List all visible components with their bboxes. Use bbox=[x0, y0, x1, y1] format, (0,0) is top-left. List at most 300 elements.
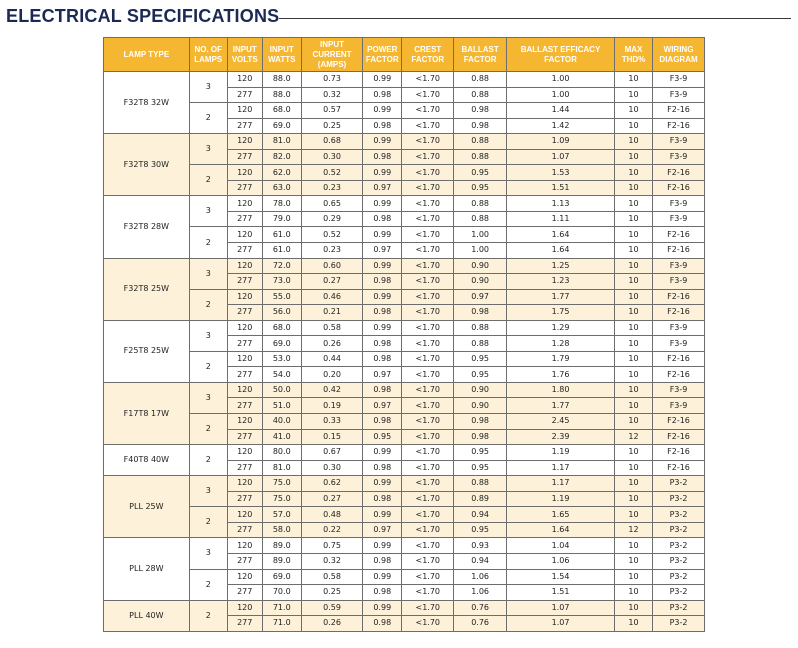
table-cell: 10 bbox=[614, 305, 652, 321]
lamp-count-cell: 2 bbox=[189, 351, 227, 382]
table-cell: 120 bbox=[227, 382, 262, 398]
table-cell: 277 bbox=[227, 367, 262, 383]
table-cell: P3-2 bbox=[653, 585, 705, 601]
table-cell: 0.15 bbox=[301, 429, 362, 445]
table-cell: 120 bbox=[227, 476, 262, 492]
table-cell: 0.68 bbox=[301, 134, 362, 150]
table-cell: 1.19 bbox=[507, 491, 615, 507]
table-cell: 10 bbox=[614, 476, 652, 492]
lamp-type-cell: PLL 25W bbox=[104, 476, 190, 538]
table-cell: 80.0 bbox=[262, 445, 301, 461]
column-header: BALLAST FACTOR bbox=[454, 38, 507, 72]
lamp-count-cell: 2 bbox=[189, 569, 227, 600]
table-cell: 1.07 bbox=[507, 149, 615, 165]
table-cell: <1.70 bbox=[402, 289, 454, 305]
table-cell: 10 bbox=[614, 553, 652, 569]
table-cell: 10 bbox=[614, 274, 652, 290]
table-cell: 61.0 bbox=[262, 227, 301, 243]
column-header: INPUT WATTS bbox=[262, 38, 301, 72]
table-cell: F3-9 bbox=[653, 149, 705, 165]
table-cell: 10 bbox=[614, 165, 652, 181]
table-cell: 0.90 bbox=[454, 258, 507, 274]
table-row bbox=[104, 196, 705, 212]
lamp-count-cell: 2 bbox=[189, 600, 227, 631]
table-cell: <1.70 bbox=[402, 180, 454, 196]
table-cell: 0.42 bbox=[301, 382, 362, 398]
table-cell: 0.27 bbox=[301, 274, 362, 290]
table-cell: F2-16 bbox=[653, 289, 705, 305]
table-cell: 0.75 bbox=[301, 538, 362, 554]
table-cell: 0.32 bbox=[301, 553, 362, 569]
table-cell: 0.26 bbox=[301, 336, 362, 352]
table-cell: 0.29 bbox=[301, 211, 362, 227]
table-cell: 1.00 bbox=[454, 243, 507, 259]
table-cell: 0.89 bbox=[454, 491, 507, 507]
table-cell: <1.70 bbox=[402, 491, 454, 507]
title-rule bbox=[279, 18, 791, 19]
table-cell: 0.33 bbox=[301, 414, 362, 430]
table-cell: 0.93 bbox=[454, 538, 507, 554]
table-cell: 10 bbox=[614, 600, 652, 616]
table-cell: F2-16 bbox=[653, 118, 705, 134]
table-cell: 120 bbox=[227, 72, 262, 88]
table-cell: 72.0 bbox=[262, 258, 301, 274]
table-cell: <1.70 bbox=[402, 243, 454, 259]
table-cell: 0.90 bbox=[454, 398, 507, 414]
lamp-type-cell: F32T8 30W bbox=[104, 134, 190, 196]
table-cell: 1.29 bbox=[507, 320, 615, 336]
table-cell: 0.99 bbox=[363, 72, 402, 88]
table-cell: P3-2 bbox=[653, 569, 705, 585]
table-cell: 0.25 bbox=[301, 585, 362, 601]
table-cell: 10 bbox=[614, 398, 652, 414]
column-header: MAX THD% bbox=[614, 38, 652, 72]
table-cell: 0.76 bbox=[454, 616, 507, 632]
table-cell: F3-9 bbox=[653, 320, 705, 336]
table-row bbox=[104, 569, 705, 585]
table-cell: 0.88 bbox=[454, 149, 507, 165]
electrical-specifications-table bbox=[103, 37, 705, 632]
table-cell: 10 bbox=[614, 134, 652, 150]
table-cell: 10 bbox=[614, 538, 652, 554]
table-cell: 0.97 bbox=[363, 398, 402, 414]
table-cell: 0.98 bbox=[454, 414, 507, 430]
table-cell: <1.70 bbox=[402, 414, 454, 430]
table-cell: 81.0 bbox=[262, 460, 301, 476]
table-cell: 0.99 bbox=[363, 476, 402, 492]
table-row bbox=[104, 445, 705, 461]
table-cell: F3-9 bbox=[653, 336, 705, 352]
table-cell: 10 bbox=[614, 72, 652, 88]
table-cell: 69.0 bbox=[262, 569, 301, 585]
table-cell: <1.70 bbox=[402, 569, 454, 585]
table-cell: 69.0 bbox=[262, 118, 301, 134]
table-cell: 1.25 bbox=[507, 258, 615, 274]
table-cell: 277 bbox=[227, 149, 262, 165]
table-cell: <1.70 bbox=[402, 336, 454, 352]
table-cell: 0.99 bbox=[363, 445, 402, 461]
table-cell: 0.98 bbox=[363, 351, 402, 367]
table-cell: 120 bbox=[227, 289, 262, 305]
table-cell: 10 bbox=[614, 180, 652, 196]
table-cell: 0.99 bbox=[363, 196, 402, 212]
table-cell: F2-16 bbox=[653, 367, 705, 383]
table-cell: 0.88 bbox=[454, 320, 507, 336]
table-cell: F2-16 bbox=[653, 103, 705, 119]
table-cell: 120 bbox=[227, 258, 262, 274]
table-cell: 1.53 bbox=[507, 165, 615, 181]
table-row bbox=[104, 72, 705, 88]
table-cell: 1.09 bbox=[507, 134, 615, 150]
lamp-type-cell: PLL 28W bbox=[104, 538, 190, 600]
table-cell: 0.88 bbox=[454, 134, 507, 150]
table-cell: 0.95 bbox=[454, 165, 507, 181]
table-cell: F2-16 bbox=[653, 460, 705, 476]
table-cell: 1.23 bbox=[507, 274, 615, 290]
table-cell: 12 bbox=[614, 429, 652, 445]
table-cell: 277 bbox=[227, 585, 262, 601]
table-cell: 71.0 bbox=[262, 616, 301, 632]
table-cell: 0.99 bbox=[363, 320, 402, 336]
table-cell: 10 bbox=[614, 414, 652, 430]
table-cell: 0.88 bbox=[454, 336, 507, 352]
table-cell: 0.95 bbox=[363, 429, 402, 445]
table-cell: 1.64 bbox=[507, 522, 615, 538]
table-cell: F2-16 bbox=[653, 351, 705, 367]
table-cell: 1.11 bbox=[507, 211, 615, 227]
lamp-count-cell: 3 bbox=[189, 72, 227, 103]
table-cell: 1.13 bbox=[507, 196, 615, 212]
table-cell: 0.98 bbox=[363, 585, 402, 601]
table-cell: 56.0 bbox=[262, 305, 301, 321]
table-cell: 0.98 bbox=[454, 305, 507, 321]
table-cell: 10 bbox=[614, 351, 652, 367]
table-cell: 277 bbox=[227, 180, 262, 196]
table-cell: F3-9 bbox=[653, 196, 705, 212]
table-cell: 0.20 bbox=[301, 367, 362, 383]
table-cell: 0.90 bbox=[454, 274, 507, 290]
table-cell: 1.75 bbox=[507, 305, 615, 321]
table-cell: 1.65 bbox=[507, 507, 615, 523]
table-cell: 277 bbox=[227, 211, 262, 227]
table-cell: 0.52 bbox=[301, 165, 362, 181]
table-cell: 0.98 bbox=[363, 336, 402, 352]
table-cell: 0.99 bbox=[363, 227, 402, 243]
table-cell: 0.25 bbox=[301, 118, 362, 134]
lamp-count-cell: 3 bbox=[189, 476, 227, 507]
table-cell: 0.30 bbox=[301, 460, 362, 476]
table-cell: 0.98 bbox=[363, 491, 402, 507]
table-cell: 1.80 bbox=[507, 382, 615, 398]
table-cell: 0.98 bbox=[454, 429, 507, 445]
table-cell: 55.0 bbox=[262, 289, 301, 305]
table-cell: 1.76 bbox=[507, 367, 615, 383]
table-cell: 2.39 bbox=[507, 429, 615, 445]
table-cell: 10 bbox=[614, 243, 652, 259]
table-cell: 0.97 bbox=[363, 243, 402, 259]
table-cell: 0.32 bbox=[301, 87, 362, 103]
table-cell: 0.98 bbox=[363, 118, 402, 134]
table-cell: 0.98 bbox=[363, 553, 402, 569]
table-cell: 0.90 bbox=[454, 382, 507, 398]
lamp-count-cell: 3 bbox=[189, 258, 227, 289]
table-cell: <1.70 bbox=[402, 616, 454, 632]
table-cell: 277 bbox=[227, 429, 262, 445]
table-cell: 277 bbox=[227, 336, 262, 352]
table-cell: 0.99 bbox=[363, 600, 402, 616]
table-row bbox=[104, 600, 705, 616]
table-cell: 58.0 bbox=[262, 522, 301, 538]
table-cell: 61.0 bbox=[262, 243, 301, 259]
table-cell: 277 bbox=[227, 274, 262, 290]
table-cell: 2.45 bbox=[507, 414, 615, 430]
table-cell: <1.70 bbox=[402, 165, 454, 181]
table-cell: 0.99 bbox=[363, 258, 402, 274]
table-cell: F3-9 bbox=[653, 87, 705, 103]
table-row bbox=[104, 538, 705, 554]
table-row bbox=[104, 351, 705, 367]
table-cell: 0.46 bbox=[301, 289, 362, 305]
table-cell: 1.06 bbox=[454, 569, 507, 585]
table-cell: 1.51 bbox=[507, 585, 615, 601]
table-cell: 120 bbox=[227, 165, 262, 181]
table-cell: 1.79 bbox=[507, 351, 615, 367]
table-cell: <1.70 bbox=[402, 305, 454, 321]
table-cell: 0.95 bbox=[454, 351, 507, 367]
table-cell: 50.0 bbox=[262, 382, 301, 398]
table-cell: 0.88 bbox=[454, 211, 507, 227]
table-cell: F3-9 bbox=[653, 134, 705, 150]
table-cell: 0.73 bbox=[301, 72, 362, 88]
lamp-count-cell: 2 bbox=[189, 507, 227, 538]
table-cell: 0.88 bbox=[454, 196, 507, 212]
table-cell: 120 bbox=[227, 134, 262, 150]
table-cell: 10 bbox=[614, 445, 652, 461]
table-body bbox=[104, 72, 705, 632]
table-cell: 10 bbox=[614, 196, 652, 212]
page-title: ELECTRICAL SPECIFICATIONS bbox=[6, 6, 280, 26]
table-cell: 0.88 bbox=[454, 476, 507, 492]
table-cell: 53.0 bbox=[262, 351, 301, 367]
table-cell: 1.00 bbox=[507, 87, 615, 103]
table-cell: 0.94 bbox=[454, 553, 507, 569]
table-cell: 0.30 bbox=[301, 149, 362, 165]
table-cell: P3-2 bbox=[653, 600, 705, 616]
lamp-count-cell: 2 bbox=[189, 103, 227, 134]
lamp-count-cell: 3 bbox=[189, 196, 227, 227]
column-header: WIRING DIAGRAM bbox=[653, 38, 705, 72]
table-cell: 0.60 bbox=[301, 258, 362, 274]
table-cell: 1.44 bbox=[507, 103, 615, 119]
table-cell: P3-2 bbox=[653, 538, 705, 554]
column-header: INPUT CURRENT (AMPS) bbox=[301, 38, 362, 72]
table-cell: 0.99 bbox=[363, 134, 402, 150]
table-cell: 10 bbox=[614, 320, 652, 336]
lamp-count-cell: 2 bbox=[189, 289, 227, 320]
table-cell: <1.70 bbox=[402, 258, 454, 274]
table-cell: 0.98 bbox=[363, 87, 402, 103]
table-cell: 10 bbox=[614, 367, 652, 383]
table-cell: 0.58 bbox=[301, 569, 362, 585]
table-cell: 0.59 bbox=[301, 600, 362, 616]
table-cell: 10 bbox=[614, 211, 652, 227]
lamp-count-cell: 2 bbox=[189, 414, 227, 445]
table-row bbox=[104, 414, 705, 430]
table-cell: 0.98 bbox=[363, 305, 402, 321]
table-cell: 120 bbox=[227, 600, 262, 616]
table-cell: 0.94 bbox=[454, 507, 507, 523]
table-cell: 277 bbox=[227, 305, 262, 321]
table-cell: 10 bbox=[614, 569, 652, 585]
table-cell: <1.70 bbox=[402, 227, 454, 243]
table-cell: 0.26 bbox=[301, 616, 362, 632]
table-cell: 0.58 bbox=[301, 320, 362, 336]
table-cell: 1.00 bbox=[507, 72, 615, 88]
table-cell: 0.95 bbox=[454, 522, 507, 538]
table-cell: <1.70 bbox=[402, 211, 454, 227]
table-cell: 54.0 bbox=[262, 367, 301, 383]
table-cell: 1.51 bbox=[507, 180, 615, 196]
table-cell: 0.52 bbox=[301, 227, 362, 243]
table-cell: <1.70 bbox=[402, 538, 454, 554]
table-cell: 277 bbox=[227, 522, 262, 538]
lamp-count-cell: 3 bbox=[189, 382, 227, 413]
table-cell: 10 bbox=[614, 507, 652, 523]
table-cell: 89.0 bbox=[262, 538, 301, 554]
table-cell: 0.99 bbox=[363, 569, 402, 585]
table-cell: <1.70 bbox=[402, 600, 454, 616]
table-cell: 73.0 bbox=[262, 274, 301, 290]
table-cell: 79.0 bbox=[262, 211, 301, 227]
table-cell: 10 bbox=[614, 103, 652, 119]
table-cell: 0.95 bbox=[454, 367, 507, 383]
table-cell: <1.70 bbox=[402, 103, 454, 119]
table-cell: F2-16 bbox=[653, 180, 705, 196]
table-row bbox=[104, 507, 705, 523]
table-cell: P3-2 bbox=[653, 616, 705, 632]
table-cell: 0.62 bbox=[301, 476, 362, 492]
table-row bbox=[104, 289, 705, 305]
table-cell: 0.76 bbox=[454, 600, 507, 616]
table-cell: 0.99 bbox=[363, 103, 402, 119]
table-cell: 12 bbox=[614, 522, 652, 538]
table-cell: 1.06 bbox=[454, 585, 507, 601]
table-cell: 0.95 bbox=[454, 445, 507, 461]
table-cell: <1.70 bbox=[402, 274, 454, 290]
table-cell: 10 bbox=[614, 460, 652, 476]
table-cell: 0.98 bbox=[363, 211, 402, 227]
table-cell: 88.0 bbox=[262, 87, 301, 103]
table-cell: P3-2 bbox=[653, 553, 705, 569]
table-cell: 10 bbox=[614, 258, 652, 274]
table-cell: 277 bbox=[227, 460, 262, 476]
table-cell: 277 bbox=[227, 398, 262, 414]
lamp-count-cell: 2 bbox=[189, 445, 227, 476]
table-cell: 0.97 bbox=[363, 367, 402, 383]
table-cell: 68.0 bbox=[262, 103, 301, 119]
table-cell: 1.28 bbox=[507, 336, 615, 352]
table-cell: F3-9 bbox=[653, 274, 705, 290]
table-cell: 277 bbox=[227, 616, 262, 632]
table-cell: P3-2 bbox=[653, 491, 705, 507]
table-cell: 1.04 bbox=[507, 538, 615, 554]
table-cell: 0.98 bbox=[454, 118, 507, 134]
table-cell: F2-16 bbox=[653, 305, 705, 321]
table-cell: 0.98 bbox=[363, 460, 402, 476]
table-row bbox=[104, 476, 705, 492]
lamp-type-cell: F25T8 25W bbox=[104, 320, 190, 382]
table-cell: 0.19 bbox=[301, 398, 362, 414]
table-cell: <1.70 bbox=[402, 196, 454, 212]
table-cell: 1.06 bbox=[507, 553, 615, 569]
table-cell: 120 bbox=[227, 103, 262, 119]
table-cell: <1.70 bbox=[402, 351, 454, 367]
table-cell: 0.88 bbox=[454, 72, 507, 88]
table-cell: F3-9 bbox=[653, 382, 705, 398]
table-cell: 69.0 bbox=[262, 336, 301, 352]
column-header: NO. OF LAMPS bbox=[189, 38, 227, 72]
table-cell: <1.70 bbox=[402, 87, 454, 103]
table-cell: 0.22 bbox=[301, 522, 362, 538]
table-cell: 1.00 bbox=[454, 227, 507, 243]
table-cell: 1.64 bbox=[507, 227, 615, 243]
table-cell: <1.70 bbox=[402, 476, 454, 492]
table-cell: F3-9 bbox=[653, 72, 705, 88]
table-cell: 1.64 bbox=[507, 243, 615, 259]
table-cell: 0.44 bbox=[301, 351, 362, 367]
table-cell: 277 bbox=[227, 118, 262, 134]
table-cell: 277 bbox=[227, 243, 262, 259]
table-cell: 0.99 bbox=[363, 165, 402, 181]
table-cell: 10 bbox=[614, 289, 652, 305]
table-cell: 0.98 bbox=[363, 616, 402, 632]
table-cell: <1.70 bbox=[402, 522, 454, 538]
table-cell: F2-16 bbox=[653, 414, 705, 430]
table-row bbox=[104, 320, 705, 336]
table-cell: 0.98 bbox=[454, 103, 507, 119]
table-cell: 0.98 bbox=[363, 274, 402, 290]
column-header: BALLAST EFFICACY FACTOR bbox=[507, 38, 615, 72]
table-cell: 1.54 bbox=[507, 569, 615, 585]
table-cell: 57.0 bbox=[262, 507, 301, 523]
table-cell: 70.0 bbox=[262, 585, 301, 601]
table-cell: 120 bbox=[227, 538, 262, 554]
table-cell: P3-2 bbox=[653, 476, 705, 492]
table-cell: 10 bbox=[614, 491, 652, 507]
lamp-type-cell: F40T8 40W bbox=[104, 445, 190, 476]
table-cell: F2-16 bbox=[653, 445, 705, 461]
table-cell: F2-16 bbox=[653, 429, 705, 445]
table-row bbox=[104, 165, 705, 181]
table-cell: 0.98 bbox=[363, 149, 402, 165]
table-cell: 0.23 bbox=[301, 243, 362, 259]
column-header: CREST FACTOR bbox=[402, 38, 454, 72]
table-cell: <1.70 bbox=[402, 460, 454, 476]
lamp-count-cell: 3 bbox=[189, 320, 227, 351]
table-cell: <1.70 bbox=[402, 507, 454, 523]
table-cell: 0.21 bbox=[301, 305, 362, 321]
table-cell: 120 bbox=[227, 414, 262, 430]
lamp-type-cell: F32T8 25W bbox=[104, 258, 190, 320]
table-cell: 0.97 bbox=[363, 180, 402, 196]
table-cell: 0.98 bbox=[363, 414, 402, 430]
table-cell: 0.65 bbox=[301, 196, 362, 212]
table-cell: F3-9 bbox=[653, 398, 705, 414]
lamp-count-cell: 2 bbox=[189, 227, 227, 258]
table-cell: 0.99 bbox=[363, 538, 402, 554]
lamp-count-cell: 3 bbox=[189, 134, 227, 165]
table-cell: <1.70 bbox=[402, 445, 454, 461]
